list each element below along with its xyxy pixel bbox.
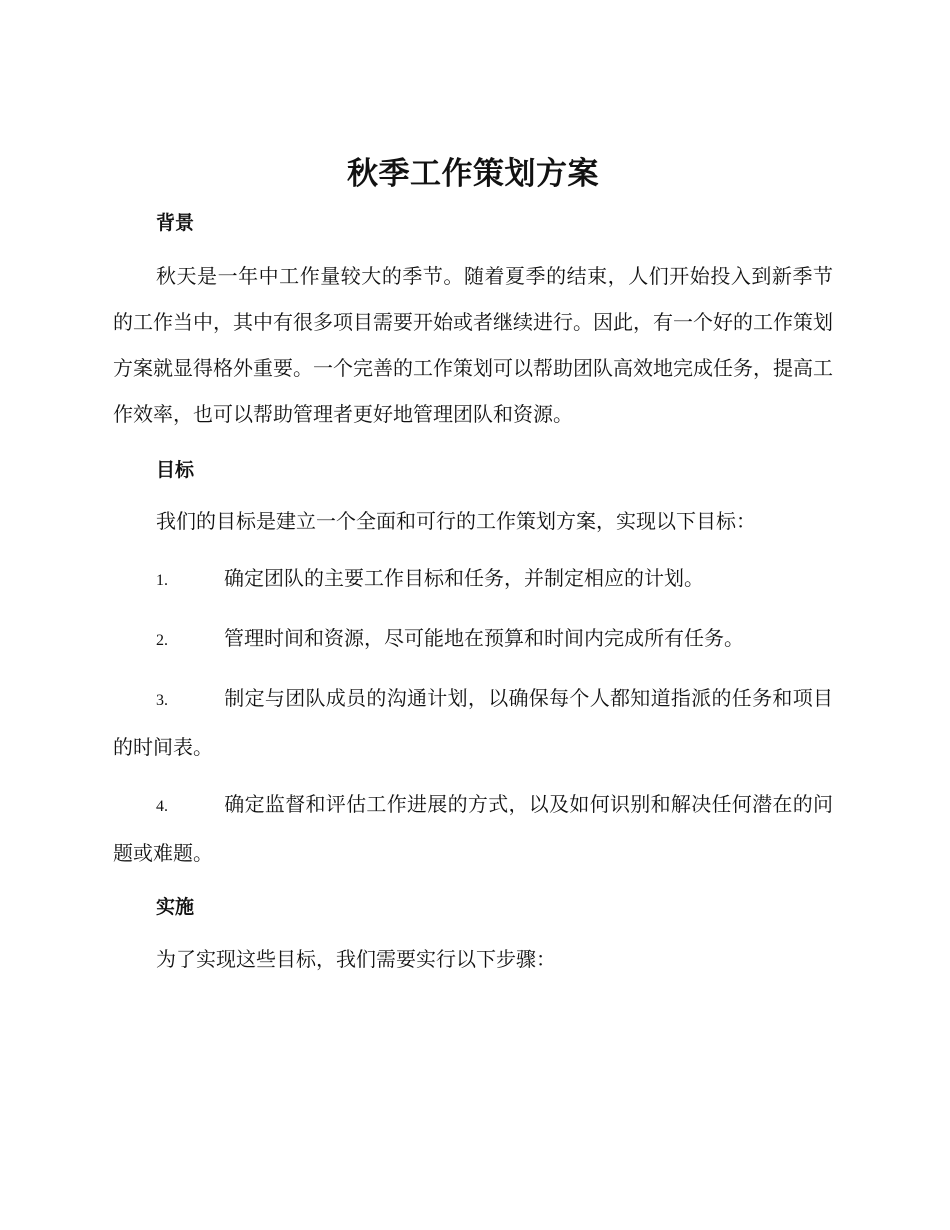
list-item-number: 4. [156, 798, 168, 815]
document-content [113, 148, 833, 982]
goals-intro-paragraph: 我们的目标是建立一个全面和可行的工作策划方案，实现以下目标： [156, 509, 756, 533]
list-item [113, 615, 833, 664]
background-paragraph: 秋天是一年中工作量较大的季节。随着夏季的结束，人们开始投入到新季节的工作当中，其中有很多项目需要开始或者继续进行。因此，有一个好的工作策划方案就显得格外重要。一个完善的工作策划可以帮助团队高效地完成任务，提高工作效率，也可以帮助管理者更好地管理团队和资源。 [113, 264, 833, 426]
goals-list [113, 555, 833, 876]
list-item-number: 2. [156, 632, 168, 649]
section-heading-implementation: 实施 [156, 896, 195, 918]
list-item-number: 3. [156, 692, 168, 709]
section-heading-goals: 目标 [156, 459, 195, 481]
implementation-paragraph: 为了实现这些目标，我们需要实行以下步骤： [156, 947, 556, 971]
list-item-text: 确定监督和评估工作进展的方式，以及如何识别和解决任何潜在的问题或难题。 [113, 792, 833, 865]
list-item [113, 675, 833, 770]
document-title: 秋季工作策划方案 [347, 156, 599, 192]
list-item-number: 1. [156, 572, 168, 589]
section-heading-background: 背景 [156, 212, 195, 234]
list-item-text: 管理时间和资源，尽可能地在预算和时间内完成所有任务。 [224, 626, 744, 650]
list-item [113, 555, 833, 604]
list-item-text: 确定团队的主要工作目标和任务，并制定相应的计划。 [224, 566, 704, 590]
list-item-text: 制定与团队成员的沟通计划，以确保每个人都知道指派的任务和项目的时间表。 [113, 686, 833, 759]
list-item [113, 781, 833, 876]
